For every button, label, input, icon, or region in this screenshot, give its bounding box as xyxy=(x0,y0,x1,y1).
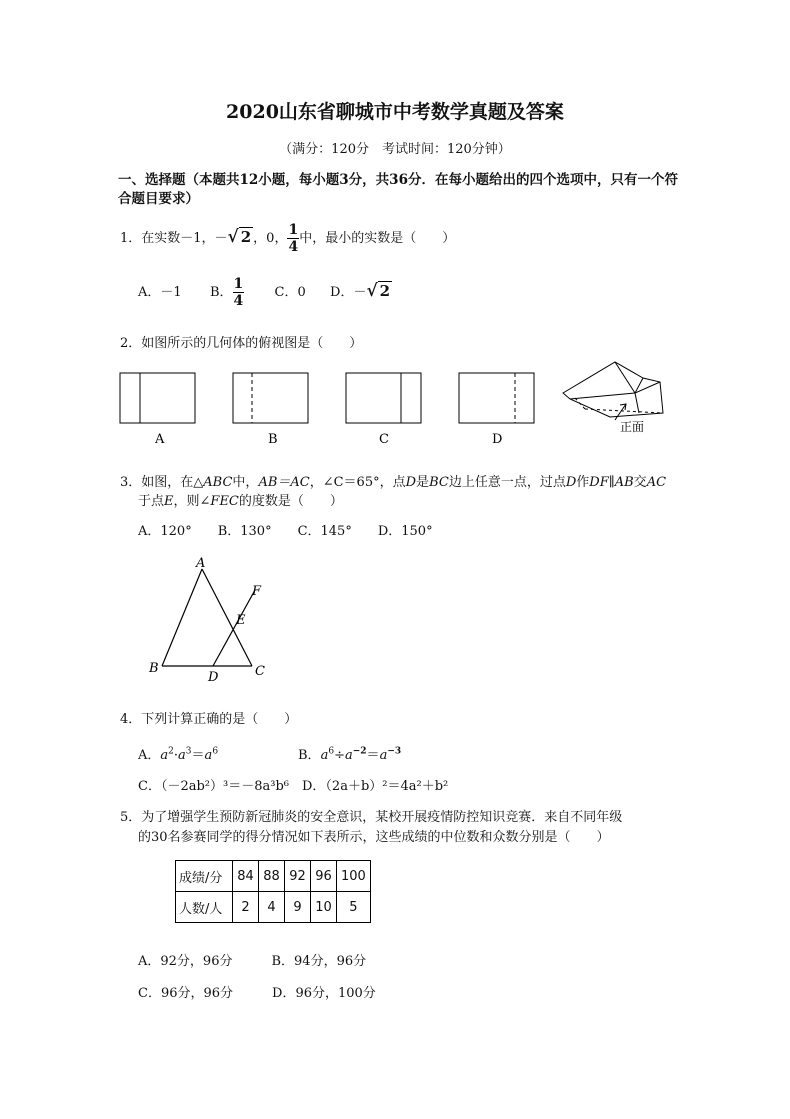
score-table xyxy=(175,860,371,923)
q3-math: FEC xyxy=(210,494,239,509)
q3-math: E xyxy=(164,494,174,509)
q2-label-b: B xyxy=(268,432,278,447)
q3-math: BC xyxy=(429,475,449,490)
q3-math: ABC xyxy=(203,475,233,490)
q3-text: 交 xyxy=(633,475,647,490)
q2-option-d-figure xyxy=(459,373,534,423)
front-label: 正面 xyxy=(620,420,645,434)
q3-text: 中， xyxy=(232,475,259,490)
question-4-stem: 4．下列计算正确的是（ ） xyxy=(120,712,298,727)
q3-text: ，则∠ xyxy=(173,494,211,509)
point-d-label: D xyxy=(208,670,219,685)
question-3-line-1 xyxy=(120,471,666,490)
q2-figures xyxy=(115,360,685,460)
fraction xyxy=(287,222,299,255)
sqrt-expression: √ 2 xyxy=(366,281,391,301)
q1-stem-part: 中，最小的实数是（ ） xyxy=(299,231,456,246)
fraction xyxy=(233,276,245,309)
q3-math: D xyxy=(405,475,417,490)
q3-math: AC xyxy=(646,475,667,490)
q3-text: 边上任意一点，过点 xyxy=(448,475,566,490)
question-3-line-2 xyxy=(138,490,343,509)
table-cell: 5 xyxy=(337,892,371,923)
q1-option-c: C．0 xyxy=(274,285,306,300)
q1-option-d-label: D．－ xyxy=(330,285,367,300)
q3-text: ，∠C＝65°，点 xyxy=(309,475,406,490)
q3-math: DF∥AB xyxy=(589,475,634,490)
table-row xyxy=(176,892,371,923)
vertex-b-label: B xyxy=(149,661,159,676)
table-cell: 88 xyxy=(259,861,285,892)
question-5-line-1: 5．为了增强学生预防新冠肺炎的安全意识，某校开展疫情防控知识竞赛．来自不同年级 xyxy=(120,810,623,825)
q3-text: 作 xyxy=(576,475,590,490)
sqrt-radicand: 2 xyxy=(240,228,252,246)
question-2-stem: 2．如图所示的几何体的俯视图是（ ） xyxy=(120,336,363,351)
table-cell: 9 xyxy=(285,892,311,923)
table-cell: 10 xyxy=(311,892,337,923)
question-1-stem xyxy=(120,222,455,255)
table-cell: 2 xyxy=(233,892,259,923)
section-heading: 一、选择题（本题共12小题，每小题3分，共36分．在每小题给出的四个选项中，只有一个符合题目要求） xyxy=(118,172,678,207)
table-row xyxy=(176,861,371,892)
question-5-line-2: 的30名参赛同学的得分情况如下表所示，这些成绩的中位数和众数分别是（ ） xyxy=(138,830,610,845)
q1-stem-part: 1．在实数－1，－ xyxy=(120,231,228,246)
q1-option-b-label: B． xyxy=(209,285,233,300)
q3-math: D xyxy=(565,475,577,490)
q4-option-b-label: B． xyxy=(298,748,321,763)
sqrt-expression: √ 2 xyxy=(227,227,252,247)
side-ab xyxy=(162,569,202,666)
point-f-label: F xyxy=(252,584,262,599)
q3-text: 3．如图，在△ xyxy=(120,475,204,490)
q3-text: 的度数是（ ） xyxy=(238,494,343,509)
fraction-denominator: 4 xyxy=(288,239,299,255)
triangle-figure xyxy=(140,552,280,687)
q2-option-a-figure xyxy=(120,373,195,423)
q2-label-d: D xyxy=(492,432,503,447)
q4-option-d: D．（2a＋b）²＝4a²＋b² xyxy=(302,779,449,794)
q3-text: 是 xyxy=(416,475,430,490)
exam-info: （满分：120分 考试时间：120分钟） xyxy=(279,142,511,157)
q4-option-b: B．$a^6\div a^{-2}=a^{-3}$ xyxy=(298,746,402,763)
sqrt-radicand: 2 xyxy=(379,282,391,300)
q2-option-b-figure xyxy=(233,373,308,423)
fraction-numerator: 1 xyxy=(233,276,244,292)
q2-label-c: C xyxy=(379,432,389,447)
table-cell: 92 xyxy=(285,861,311,892)
q5-options-cd: C．96分，96分 D．96分，100分 xyxy=(138,986,376,1001)
table-cell: 84 xyxy=(233,861,259,892)
q4-option-a-label: A． xyxy=(138,748,161,763)
page-title: 2020山东省聊城市中考数学真题及答案 xyxy=(226,101,564,123)
q5-options-ab: A．92分，96分 B．94分，96分 xyxy=(138,954,367,969)
fraction-denominator: 4 xyxy=(233,293,244,309)
q2-label-a: A xyxy=(155,432,165,447)
solid-figure xyxy=(563,362,663,420)
q4-option-a: A．$a^2\cdot a^3=a^6$ xyxy=(138,746,219,763)
q3-text: 于点 xyxy=(138,494,165,509)
question-1-options xyxy=(138,276,392,309)
vertex-c-label: C xyxy=(255,664,265,679)
vertex-a-label: A xyxy=(196,556,206,571)
table-header-cell: 成绩/分 xyxy=(176,861,233,892)
q1-stem-part: ，0， xyxy=(253,231,288,246)
table-header-cell: 人数/人 xyxy=(176,892,233,923)
q2-option-c-figure xyxy=(346,373,421,423)
question-3-options: A．120° B．130° C．145° D．150° xyxy=(138,524,433,539)
q4-option-c: C．（－2ab²）³＝－8a³b⁶ xyxy=(138,779,289,794)
q1-option-a: A．－1 xyxy=(138,285,182,300)
table-cell: 100 xyxy=(337,861,371,892)
table-cell: 96 xyxy=(311,861,337,892)
table-cell: 4 xyxy=(259,892,285,923)
q3-math: AB＝AC xyxy=(258,475,310,490)
fraction-numerator: 1 xyxy=(288,222,299,238)
point-e-label: E xyxy=(236,613,246,628)
